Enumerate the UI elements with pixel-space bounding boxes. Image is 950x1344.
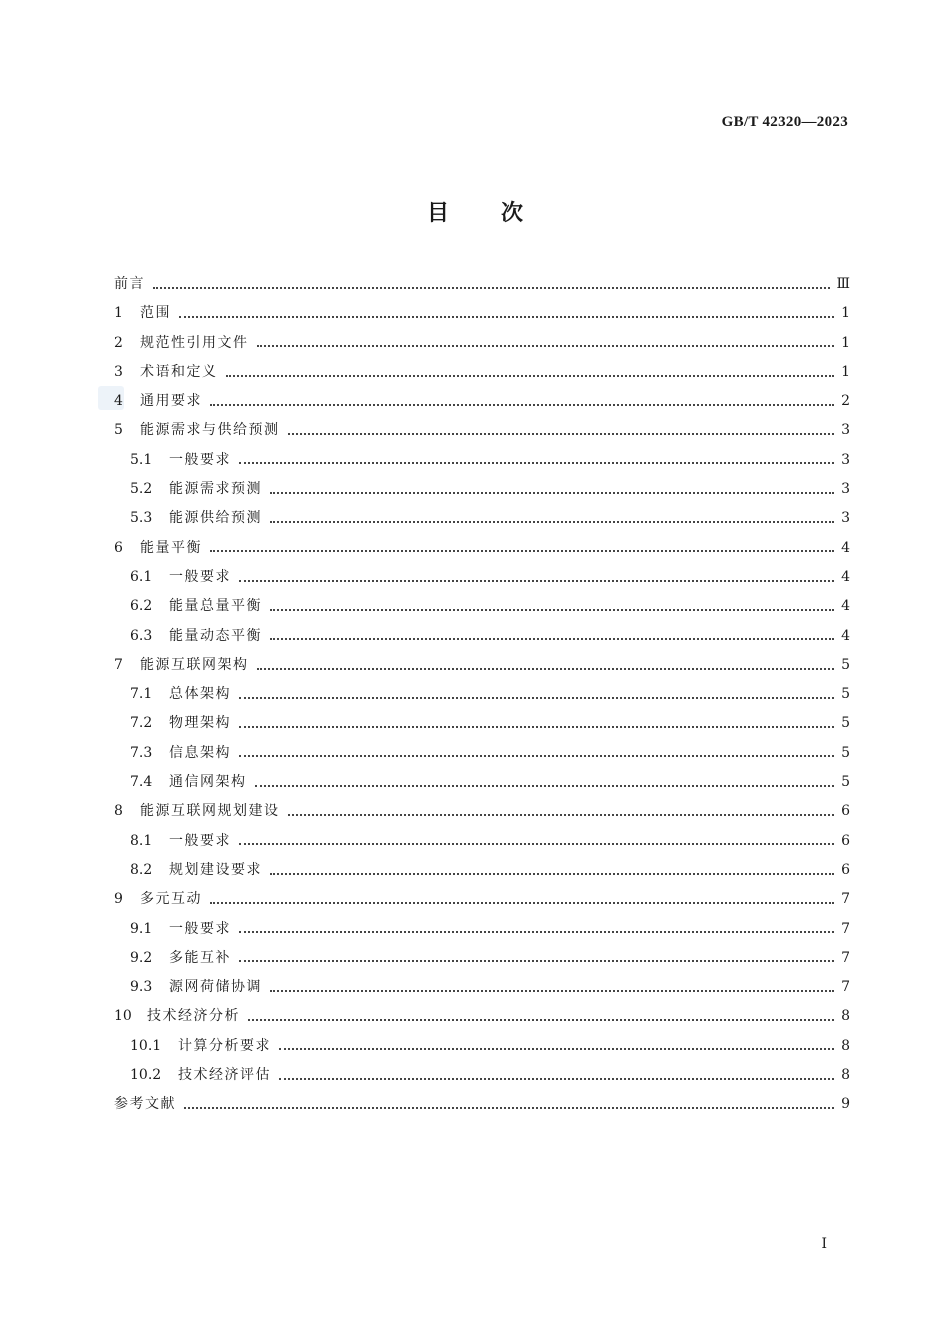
toc-entry-page: 7: [841, 979, 850, 996]
toc-entry-label: 能量平衡: [140, 539, 202, 556]
page-title: 目次: [426, 201, 575, 226]
toc-entry[interactable]: [114, 1002, 850, 1031]
toc-entry[interactable]: [114, 1061, 850, 1090]
toc-entry[interactable]: [114, 739, 850, 768]
toc-entry-number: 7: [114, 656, 123, 673]
toc-leader-dots: [184, 1107, 834, 1109]
toc-entry[interactable]: [114, 797, 850, 826]
toc-entry-label: 多元互动: [140, 891, 202, 908]
page-number: Ⅰ: [821, 1236, 827, 1252]
toc-entry-page: 8: [841, 1037, 850, 1054]
toc-entry-label: 物理架构: [169, 715, 231, 732]
toc-leader-dots: [270, 638, 834, 640]
toc-leader-dots: [270, 492, 834, 494]
toc-entry[interactable]: [114, 680, 850, 709]
toc-leader-dots: [226, 375, 835, 377]
toc-entry[interactable]: [114, 592, 850, 621]
toc-entry-label: 能量动态平衡: [169, 627, 262, 644]
toc-entry[interactable]: [114, 358, 850, 387]
toc-entry-page: 4: [841, 627, 850, 644]
toc-entry[interactable]: [114, 944, 850, 973]
toc-entry-number: 8: [114, 803, 123, 820]
toc-entry-number: 5: [114, 422, 123, 439]
toc-entry-label: 信息架构: [169, 744, 231, 761]
toc-entry-page: 5: [841, 686, 850, 703]
toc-leader-dots: [288, 433, 835, 435]
toc-entry-page: 4: [841, 539, 850, 556]
toc-entry-number: 7.3: [130, 744, 153, 761]
toc-entry-label: 一般要求: [169, 568, 231, 585]
toc-entry-label: 能量总量平衡: [169, 598, 262, 615]
toc-leader-dots: [210, 404, 834, 406]
toc-entry[interactable]: [114, 387, 850, 416]
toc-leader-dots: [239, 462, 834, 464]
toc-entry[interactable]: [114, 915, 850, 944]
toc-entry[interactable]: [114, 973, 850, 1002]
toc-entry-page: 1: [841, 363, 850, 380]
toc-leader-dots: [239, 843, 834, 845]
toc-entry-number: 9: [114, 891, 123, 908]
toc-entry[interactable]: [114, 856, 850, 885]
toc-entry-label: 一般要求: [169, 920, 231, 937]
toc-entry[interactable]: [114, 827, 850, 856]
toc-entry[interactable]: [114, 885, 850, 914]
toc-entry-page: 9: [841, 1096, 850, 1113]
toc-entry-label: 总体架构: [169, 686, 231, 703]
toc-entry-label: 计算分析要求: [178, 1037, 271, 1054]
toc-entry-number: 9.1: [130, 920, 153, 937]
toc-entry-page: 3: [841, 451, 850, 468]
toc-entry[interactable]: [114, 622, 850, 651]
toc-entry-page: 6: [841, 832, 850, 849]
toc-leader-dots: [239, 960, 834, 962]
toc-entry-label: 一般要求: [169, 832, 231, 849]
toc-entry-page: 3: [841, 481, 850, 498]
toc-entry-page: 5: [841, 656, 850, 673]
toc-leader-dots: [270, 873, 834, 875]
toc-entry-number: 7.4: [130, 774, 153, 791]
toc-entry-page: 4: [841, 598, 850, 615]
toc-entry[interactable]: [114, 1032, 850, 1061]
toc-entry[interactable]: [114, 563, 850, 592]
toc-leader-dots: [248, 1019, 834, 1021]
toc-entry[interactable]: [114, 534, 850, 563]
toc-entry-label: 规划建设要求: [169, 861, 262, 878]
toc-entry-page: 5: [841, 715, 850, 732]
toc-entry[interactable]: [114, 416, 850, 445]
toc-leader-dots: [239, 580, 834, 582]
toc-entry-label: 技术经济分析: [147, 1008, 240, 1025]
toc-leader-dots: [270, 609, 834, 611]
toc-entry-number: 7.1: [130, 686, 153, 703]
toc-entry-page: 1: [841, 334, 850, 351]
toc-entry-page: 4: [841, 568, 850, 585]
toc-entry[interactable]: [114, 504, 850, 533]
toc-entry-page: 8: [841, 1067, 850, 1084]
toc-entry-label: 能源互联网规划建设: [140, 803, 280, 820]
toc-entry-label: 多能互补: [169, 949, 231, 966]
toc-leader-dots: [239, 726, 834, 728]
toc-leader-dots: [255, 785, 835, 787]
toc-entry[interactable]: [114, 446, 850, 475]
toc-entry-number: 2: [114, 334, 123, 351]
toc-entry-page: 3: [841, 422, 850, 439]
toc-leader-dots: [239, 697, 834, 699]
toc-entry-page: 6: [841, 803, 850, 820]
toc-entry-page: 7: [841, 891, 850, 908]
toc-entry-number: 6.3: [130, 627, 153, 644]
toc-entry-number: 6: [114, 539, 123, 556]
toc-entry-number: 7.2: [130, 715, 153, 732]
toc-entry-page: 1: [841, 305, 850, 322]
toc-entry-page: 7: [841, 949, 850, 966]
toc-entry-number: 5.3: [130, 510, 153, 527]
toc-entry-page: 7: [841, 920, 850, 937]
toc-entry-number: 8.1: [130, 832, 153, 849]
toc-entry-page: 3: [841, 510, 850, 527]
toc-entry-label: 范围: [140, 305, 171, 322]
toc-entry-number: 9.3: [130, 979, 153, 996]
toc-leader-dots: [257, 668, 835, 670]
toc-entry-number: 3: [114, 363, 123, 380]
toc-entry-number: 9.2: [130, 949, 153, 966]
toc-entry-label: 术语和定义: [140, 363, 218, 380]
toc-entry-number: 6.2: [130, 598, 153, 615]
toc-entry[interactable]: [114, 270, 850, 299]
toc-entry-number: 5.2: [130, 481, 153, 498]
toc-entry-number: 6.1: [130, 568, 153, 585]
toc-entry-label: 能源需求与供给预测: [140, 422, 280, 439]
toc-leader-dots: [179, 316, 834, 318]
toc-entry-number: 10.2: [130, 1067, 162, 1084]
toc-entry[interactable]: [114, 1090, 850, 1119]
toc-entry-label: 规范性引用文件: [140, 334, 249, 351]
toc-leader-dots: [288, 814, 835, 816]
toc-entry-number: 10.1: [130, 1037, 162, 1054]
toc-leader-dots: [279, 1048, 834, 1050]
toc-entry-label: 通用要求: [140, 393, 202, 410]
toc-entry-label: 源网荷储协调: [169, 979, 262, 996]
toc-entry[interactable]: [114, 299, 850, 328]
toc-leader-dots: [257, 345, 835, 347]
toc-leader-dots: [210, 902, 834, 904]
toc-entry[interactable]: [114, 651, 850, 680]
toc-entry-page: 8: [841, 1008, 850, 1025]
toc-entry-number: 4: [114, 393, 123, 410]
toc-leader-dots: [210, 550, 834, 552]
toc-entry-page: 2: [841, 393, 850, 410]
toc-entry-label: 前言: [114, 276, 145, 292]
toc-entry[interactable]: [114, 768, 850, 797]
toc-entry[interactable]: [114, 475, 850, 504]
table-of-contents: [114, 270, 850, 1120]
toc-leader-dots: [270, 521, 834, 523]
toc-leader-dots: [239, 931, 834, 933]
toc-entry-number: 8.2: [130, 861, 153, 878]
toc-entry[interactable]: [114, 329, 850, 358]
toc-entry[interactable]: [114, 709, 850, 738]
toc-leader-dots: [270, 990, 834, 992]
toc-entry-label: 能源供给预测: [169, 510, 262, 527]
toc-entry-page: 6: [841, 861, 850, 878]
standard-code: GB/T 42320—2023: [721, 114, 848, 130]
toc-entry-number: 1: [114, 305, 123, 322]
toc-entry-label: 参考文献: [114, 1096, 176, 1113]
toc-entry-page: 5: [841, 744, 850, 761]
toc-entry-number: 10: [114, 1008, 132, 1025]
toc-entry-number: 5.1: [130, 451, 153, 468]
toc-leader-dots: [279, 1078, 834, 1080]
toc-entry-page: Ⅲ: [836, 276, 850, 292]
toc-entry-label: 技术经济评估: [178, 1067, 271, 1084]
toc-entry-page: 5: [841, 774, 850, 791]
toc-entry-label: 能源互联网架构: [140, 656, 249, 673]
toc-entry-label: 一般要求: [169, 451, 231, 468]
toc-leader-dots: [239, 755, 834, 757]
toc-leader-dots: [153, 287, 830, 289]
toc-entry-label: 通信网架构: [169, 774, 247, 791]
toc-entry-label: 能源需求预测: [169, 481, 262, 498]
